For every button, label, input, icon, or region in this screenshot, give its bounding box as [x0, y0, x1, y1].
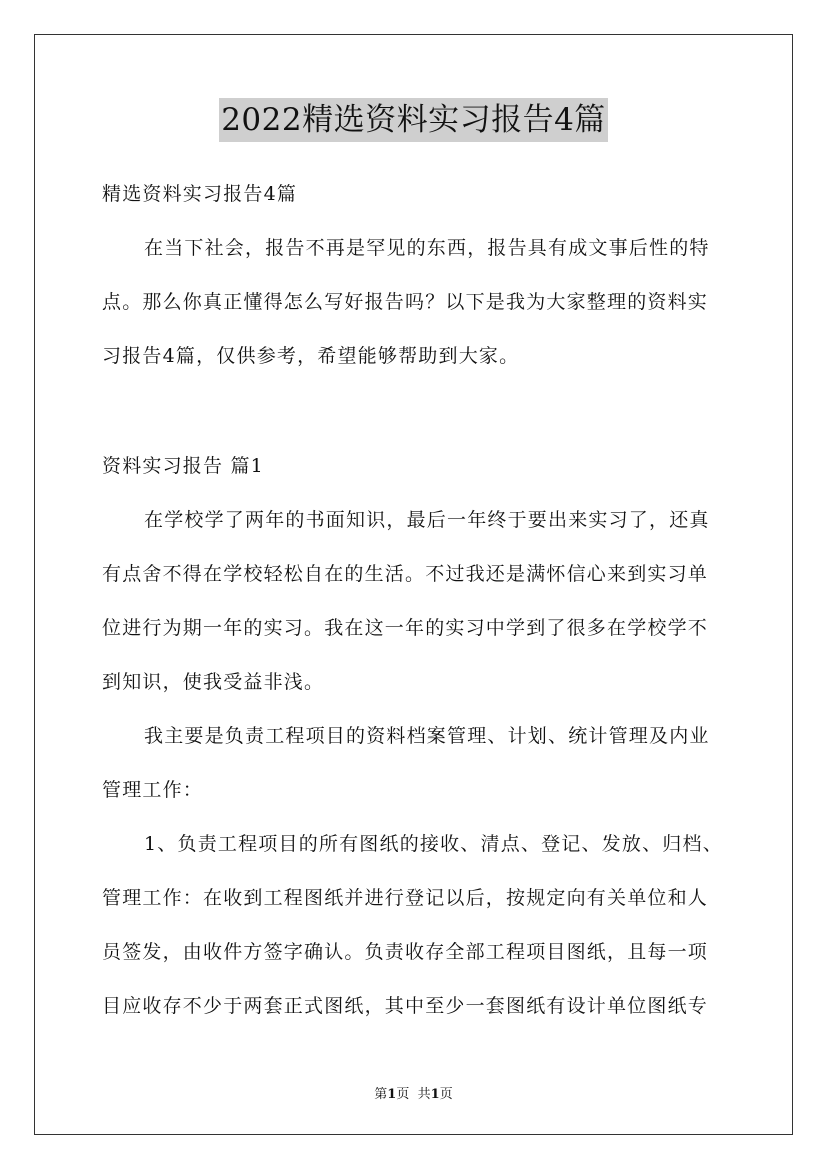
paragraph-line: 到知识，使我受益非浅。 [102, 671, 325, 693]
paragraph-line: 管理工作： [102, 779, 204, 801]
page-suffix: 页 [396, 1087, 410, 1102]
paragraph-line: 在当下社会，报告不再是罕见的东西，报告具有成文事后性的特 [144, 237, 710, 259]
paragraph-line: 我主要是负责工程项目的资料档案管理、计划、统计管理及内业 [144, 725, 710, 747]
section-heading: 资料实习报告 篇1 [102, 455, 264, 477]
total-suffix: 页 [439, 1087, 453, 1102]
total-pages: 1 [430, 1087, 440, 1102]
document-title: 2022精选资料实习报告4篇 [219, 98, 608, 142]
paragraph-line: 有点舍不得在学校轻松自在的生活。不过我还是满怀信心来到实习单 [102, 563, 709, 585]
page-footer [0, 1087, 827, 1103]
paragraph-line: 在学校学了两年的书面知识，最后一年终于要出来实习了，还真 [144, 509, 710, 531]
paragraph-line: 习报告4篇，仅供参考，希望能够帮助到大家。 [102, 345, 520, 367]
paragraph-line: 目应收存不少于两套正式图纸，其中至少一套图纸有设计单位图纸专 [102, 995, 709, 1017]
paragraph-line: 点。那么你真正懂得怎么写好报告吗？以下是我为大家整理的资料实 [102, 291, 709, 313]
total-prefix: 共 [417, 1087, 431, 1102]
title-container [0, 98, 827, 142]
page-prefix: 第 [374, 1087, 388, 1102]
paragraph-line: 1、负责工程项目的所有图纸的接收、清点、登记、发放、归档、 [144, 833, 723, 855]
paragraph-line: 位进行为期一年的实习。我在这一年的实习中学到了很多在学校学不 [102, 617, 709, 639]
page-number: 1 [387, 1087, 397, 1102]
paragraph-line: 管理工作：在收到工程图纸并进行登记以后，按规定向有关单位和人 [102, 887, 709, 909]
paragraph-line: 员签发，由收件方签字确认。负责收存全部工程项目图纸，且每一项 [102, 941, 709, 963]
subtitle-line: 精选资料实习报告4篇 [102, 183, 298, 205]
